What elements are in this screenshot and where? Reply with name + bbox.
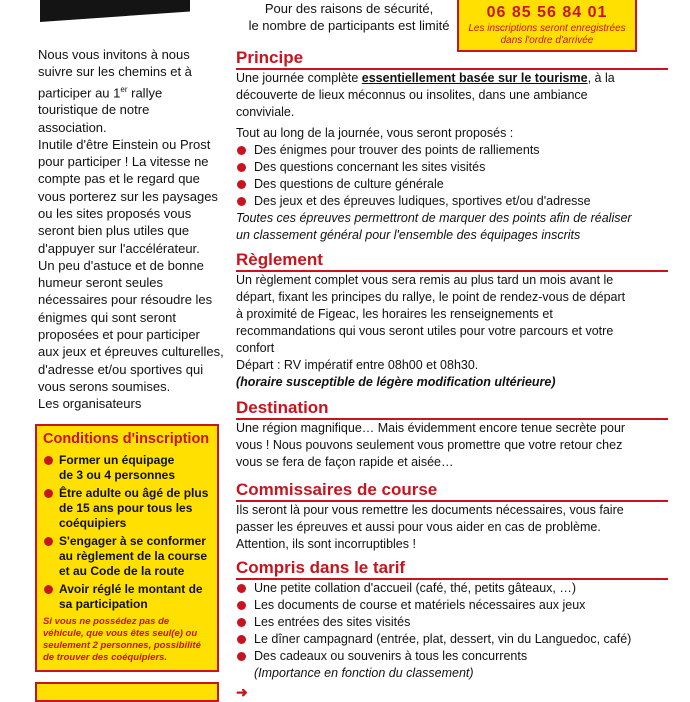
intro-superscript: er <box>120 84 128 94</box>
bullet-icon <box>237 618 246 627</box>
section-title: Compris dans le tarif <box>236 558 668 580</box>
principe-note: un classement général pour l'ensemble des équipages inscrits <box>236 228 581 242</box>
intro-line: d'appuyer sur l'accélérateur. <box>38 240 200 256</box>
intro-line: touristique de notre <box>38 102 150 118</box>
principe-text <box>236 70 656 87</box>
safety-note-line: Pour des raisons de sécurité, <box>264 1 434 16</box>
bullet-icon <box>237 601 246 610</box>
reglement-line: confort <box>236 341 275 355</box>
banner-graphic <box>40 0 190 22</box>
condition-line: de 3 ou 4 personnes <box>59 468 176 482</box>
principe-item-label: Des questions de culture générale <box>254 177 444 191</box>
tarif-item <box>236 580 656 597</box>
intro-line <box>38 81 224 102</box>
intro-signature: Les organisateurs <box>38 396 142 412</box>
intro-line: suivre sur les chemins et à <box>38 64 192 80</box>
conditions-note <box>43 616 211 664</box>
bullet-icon <box>237 180 246 189</box>
section-title: Destination <box>236 398 668 420</box>
principe-text: conviviale. <box>236 105 295 119</box>
section-tarif <box>236 558 656 682</box>
bullet-icon <box>237 584 246 593</box>
principe-item <box>236 176 656 193</box>
condition-item <box>43 534 211 579</box>
condition-line: Être adulte ou âgé de plus <box>59 486 209 500</box>
section-destination <box>236 398 656 471</box>
safety-note <box>238 0 460 34</box>
intro-line: seront bien plus utiles que <box>38 223 190 239</box>
condition-line: S'engager à se conformer <box>59 534 206 548</box>
principe-item <box>236 142 656 159</box>
commissaires-line: Ils seront là pour vous remettre les documents nécessaires, vous faire <box>236 503 624 517</box>
intro-line: proposées et pour participer <box>38 327 200 343</box>
destination-line: Une région magnifique… Mais évidemment encore tenue secrète pour <box>236 421 626 435</box>
text-fragment: , à la <box>587 71 615 85</box>
bullet-icon <box>44 456 53 465</box>
principe-item <box>236 193 656 210</box>
tarif-item-label: Le dîner campagnard (entrée, plat, dessert, vin du Languedoc, café) <box>254 632 632 646</box>
intro-fragment: participer au 1 <box>38 84 121 100</box>
conditions-list <box>43 453 211 612</box>
destination-text <box>236 420 656 471</box>
intro-line: Nous vous invitons à nous <box>38 47 190 62</box>
intro-line: ou les sites proposés vous <box>38 206 192 221</box>
principe-note: Toutes ces épreuves permettront de marquer des points afin de réaliser <box>236 211 632 225</box>
section-principe <box>236 48 656 244</box>
phone-number[interactable]: 06 85 56 84 01 <box>486 4 608 21</box>
intro-line: aux jeux et épreuves culturelles, <box>38 344 224 360</box>
phone-note <box>459 23 635 47</box>
bullet-icon <box>237 146 246 155</box>
intro-line: pour participer ! La vitesse ne <box>38 154 209 170</box>
tarif-list <box>236 580 656 682</box>
intro-line: vous serons soumises. <box>38 378 171 394</box>
commissaires-line: passer les épreuves et aussi pour vous aider en cas de problème. <box>236 520 601 534</box>
reglement-text <box>236 272 656 357</box>
principe-text: Tout au long de la journée, vous seront proposés : <box>236 126 514 140</box>
intro-line: Un peu d'astuce et de bonne <box>38 257 204 273</box>
commissaires-text <box>236 502 656 553</box>
reglement-line: départ, fixant les principes du rallye, le point de rendez-vous de départ <box>236 290 626 304</box>
intro-line: d'adresse et/ou sportives qui <box>38 361 204 377</box>
bullet-icon <box>237 197 246 206</box>
destination-line: vous ! Nous pouvons seulement vous promettre que votre retour chez <box>236 438 623 452</box>
safety-note-line: le nombre de participants est limité <box>248 18 450 33</box>
condition-line: coéquipiers <box>59 516 127 530</box>
intro-line: énigmes qui sont seront <box>38 309 177 325</box>
section-title: Commissaires de course <box>236 480 668 502</box>
bottom-box <box>35 682 219 702</box>
phone-note-line: Les inscriptions seront enregistrées <box>468 23 626 34</box>
section-title: Règlement <box>236 250 668 272</box>
intro-line: humeur seront seules <box>38 275 164 291</box>
reglement-note: (horaire susceptible de légère modification ultérieure) <box>236 375 556 389</box>
tarif-item-label: Les documents de course et matériels nécessaires aux jeux <box>254 598 586 612</box>
tarif-item-label: Des cadeaux ou souvenirs à tous les concurrents <box>254 649 528 663</box>
intro-text <box>38 46 224 413</box>
bullet-icon <box>237 635 246 644</box>
arrow-icon: ➜ <box>236 684 248 700</box>
condition-line: et au Code de la route <box>59 564 185 578</box>
principe-text: découverte de lieux méconnus ou insolites, dans une ambiance <box>236 88 588 102</box>
condition-line: Avoir réglé le montant de <box>59 582 203 596</box>
condition-item <box>43 453 211 483</box>
intro-line: association. <box>38 119 107 135</box>
tarif-item <box>236 631 656 648</box>
bullet-icon <box>237 652 246 661</box>
conditions-title: Conditions d'inscription <box>43 431 210 447</box>
section-reglement <box>236 250 656 391</box>
intro-line: nécessaires pour résoudre les <box>38 292 213 308</box>
tarif-item <box>236 597 656 614</box>
reglement-line: recommandations qui vous seront utiles pour votre parcours et votre <box>236 324 614 338</box>
text-fragment: Une journée complète <box>236 71 362 85</box>
tarif-item-label: Une petite collation d'accueil (café, thé, petits gâteaux, …) <box>254 581 577 595</box>
text-emphasis: essentiellement basée sur le tourisme <box>361 71 588 85</box>
intro-line: Inutile d'être Einstein ou Prost <box>38 136 211 152</box>
tarif-item-label: Les entrées des sites visités <box>254 615 411 629</box>
conditions-note-line: Si vous ne possédez pas de <box>43 616 170 627</box>
reglement-line: Un règlement complet vous sera remis au plus tard un mois avant le <box>236 273 614 287</box>
intro-fragment: rallye <box>127 84 163 100</box>
conditions-box <box>35 424 219 672</box>
tarif-item <box>236 614 656 631</box>
principe-list <box>236 142 656 210</box>
intro-line: compte pas et le regard que <box>38 171 200 187</box>
principe-item <box>236 159 656 176</box>
principe-item-label: Des jeux et des épreuves ludiques, sportives et/ou d'adresse <box>254 194 591 208</box>
intro-paragraph <box>38 136 224 395</box>
condition-line: Former un équipage <box>59 453 175 467</box>
conditions-note-line: de trouver des coéquipiers. <box>43 652 168 663</box>
condition-line: de 15 ans pour tous les <box>59 501 193 515</box>
bullet-icon <box>237 163 246 172</box>
condition-line: au règlement de la course <box>59 549 208 563</box>
intro-line: vous porterez sur les paysages <box>38 188 218 204</box>
reglement-line: à proximité de Figeac, les horaires les renseignements et <box>236 307 553 321</box>
phone-box <box>457 0 637 52</box>
condition-line: sa participation <box>59 597 148 611</box>
bullet-icon <box>44 537 53 546</box>
principe-item-label: Des questions concernant les sites visités <box>254 160 486 174</box>
section-title: Principe <box>236 48 668 70</box>
section-commissaires <box>236 480 656 553</box>
principe-item-label: Des énigmes pour trouver des points de ralliements <box>254 143 540 157</box>
condition-item <box>43 582 211 612</box>
tarif-item <box>236 648 656 682</box>
tarif-item-note: (Importance en fonction du classement) <box>254 666 474 680</box>
conditions-note-line: véhicule, que vous êtes seul(e) ou <box>43 628 198 639</box>
phone-note-line: dans l'ordre d'arrivée <box>500 35 594 46</box>
bullet-icon <box>44 489 53 498</box>
conditions-note-line: seulement 2 personnes, possibilité <box>43 640 201 651</box>
destination-line: vous se fera de façon rapide et aisée… <box>236 455 454 469</box>
commissaires-line: Attention, ils sont incorruptibles ! <box>236 537 416 551</box>
condition-item <box>43 486 211 531</box>
reglement-depart: Départ : RV impératif entre 08h00 et 08h30. <box>236 358 479 372</box>
bullet-icon <box>44 585 53 594</box>
